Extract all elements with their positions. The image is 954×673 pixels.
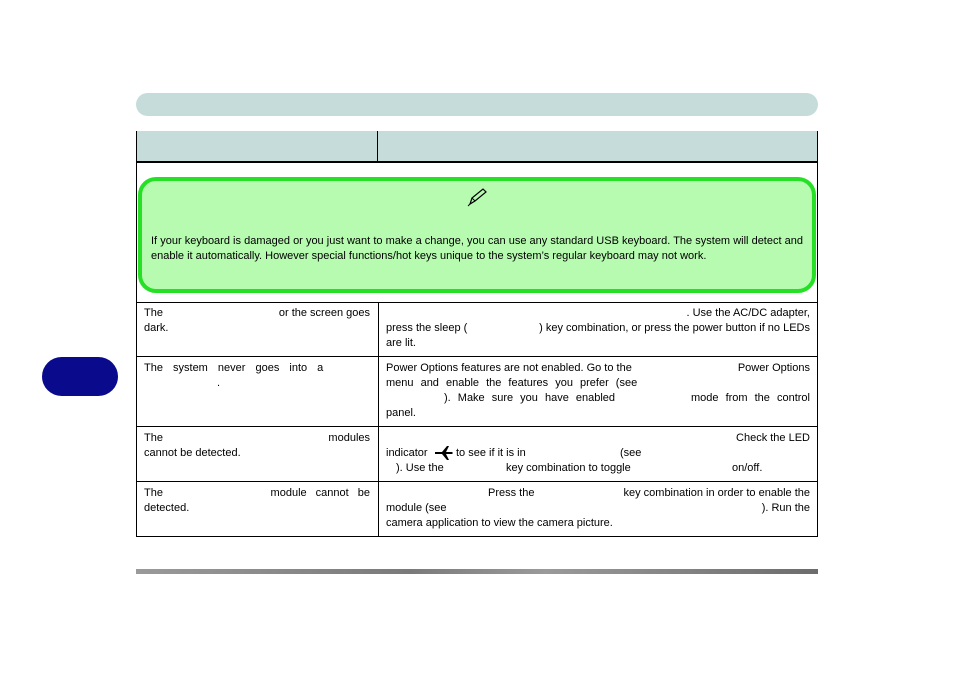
cell-text: Press the bbox=[488, 487, 535, 499]
cell-text: ) key combination, or press the power button if no LEDs bbox=[539, 322, 810, 334]
table-row-4-cause bbox=[386, 486, 810, 531]
table-header-cause bbox=[378, 131, 817, 162]
cell-text: module (see bbox=[386, 502, 447, 514]
cell-text: press the sleep ( bbox=[386, 322, 468, 334]
cell-text: key combination in order to enable the bbox=[623, 487, 810, 499]
row-divider bbox=[136, 302, 818, 303]
note-text: If your keyboard is damaged or you just want to make a change, you can use any standard USB keyboard. The system will detect and enable it automatically. However special functions/hot keys unique to the system’s regular keyboard may not work. bbox=[151, 235, 803, 263]
cell-text: or the screen goes bbox=[278, 307, 370, 319]
cell-text: (see bbox=[620, 447, 642, 459]
table-row-3-cause bbox=[386, 431, 810, 476]
cell-text: Power Options features are not enabled. Go to the bbox=[386, 362, 632, 374]
table-row-3-problem bbox=[144, 431, 370, 471]
cell-text: . bbox=[217, 377, 221, 389]
cell-text: module cannot be bbox=[270, 487, 370, 499]
cell-text: camera application to view the camera picture. bbox=[386, 517, 613, 529]
pen-icon bbox=[466, 187, 488, 207]
table-header-rule bbox=[136, 161, 818, 163]
column-divider bbox=[378, 302, 379, 537]
cell-text: ). Use the bbox=[396, 462, 444, 474]
row-divider bbox=[136, 356, 818, 357]
table-row-1-cause bbox=[386, 306, 810, 351]
row-divider bbox=[136, 481, 818, 482]
table-row-4-problem bbox=[144, 486, 370, 526]
cell-text: key combination to toggle bbox=[506, 462, 631, 474]
cell-text: on/off. bbox=[732, 462, 763, 474]
table-row-2-problem bbox=[144, 361, 370, 401]
chapter-header-bar bbox=[136, 93, 818, 116]
cell-text: dark. bbox=[144, 322, 169, 334]
cell-text: The bbox=[144, 487, 163, 499]
cell-text: Power Options bbox=[737, 362, 810, 374]
airplane-mode-icon bbox=[434, 445, 454, 461]
cell-text: to see if it is in bbox=[456, 447, 526, 459]
cell-text: Check the LED bbox=[736, 432, 810, 444]
cell-text: mode from the control bbox=[691, 392, 810, 404]
cell-text: cannot be detected. bbox=[144, 447, 241, 459]
cell-text: are lit. bbox=[386, 337, 416, 349]
cell-text: The bbox=[144, 307, 163, 319]
cell-text: modules bbox=[328, 432, 370, 444]
row-divider bbox=[136, 426, 818, 427]
cell-text: panel. bbox=[386, 407, 416, 419]
table-row-1-problem bbox=[144, 306, 370, 346]
table-row-2-cause bbox=[386, 361, 810, 421]
cell-text: The system never goes into a bbox=[144, 362, 324, 374]
chapter-side-tab bbox=[42, 357, 118, 396]
cell-text: ). Make sure you have enabled bbox=[444, 392, 616, 404]
cell-text: indicator bbox=[386, 447, 428, 459]
cell-text: . Use the AC/DC adapter, bbox=[686, 307, 810, 319]
footer-rule bbox=[136, 569, 818, 574]
cell-text: detected. bbox=[144, 502, 190, 514]
cell-text: ). Run the bbox=[761, 502, 810, 514]
table-header-problem bbox=[137, 131, 378, 162]
cell-text: The bbox=[144, 432, 163, 444]
cell-text: menu and enable the features you prefer (see bbox=[386, 377, 638, 389]
